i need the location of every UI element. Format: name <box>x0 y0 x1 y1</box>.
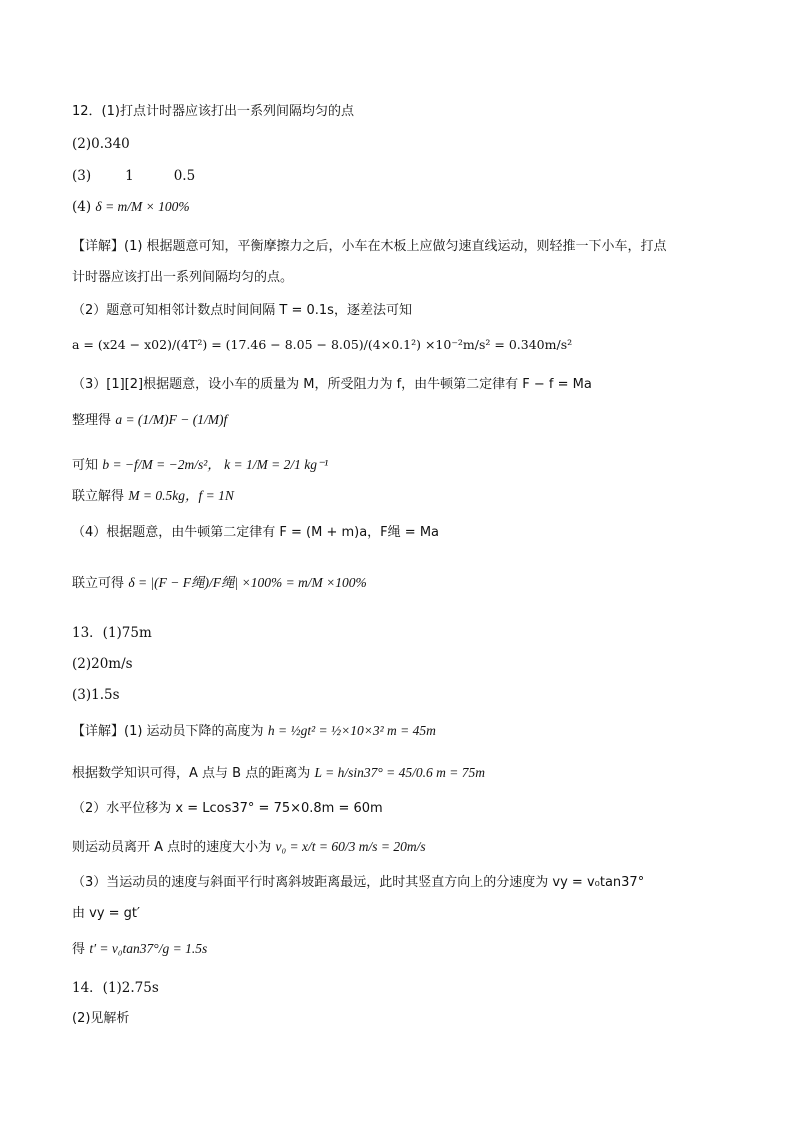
q12-solve <box>72 487 234 506</box>
q14-answer-1: 14．(1)2.75s <box>72 980 159 996</box>
q13-detail-2-equation: L = h/sin37° = 45/0.6 m = 75m <box>314 765 486 780</box>
q12-detail-1: 【详解】(1) 根据题意可知，平衡摩擦力之后，小车在木板上应做匀速直线运动，则轻推一下小车，打点 <box>72 239 667 254</box>
q13-answer-2: (2)20m/s <box>72 656 133 672</box>
q12-solve-equation: M = 0.5kg，f = 1N <box>128 488 234 503</box>
q13-detail-4-prefix: 则运动员离开 A 点时的速度大小为 <box>72 840 272 855</box>
q12-answer-2: (2)0.340 <box>72 136 130 152</box>
q12-answer-4 <box>72 198 190 216</box>
q13-detail-5: （3）当运动员的速度与斜面平行时离斜坡距离最远，此时其竖直方向上的分速度为 vy = v₀tan37° <box>72 875 645 890</box>
q12-know <box>72 456 328 475</box>
q13-detail-4 <box>72 838 426 857</box>
q13-detail-1-prefix: 【详解】(1) 运动员下降的高度为 <box>72 724 264 739</box>
q12-detail-2: （2）题意可知相邻计数点时间间隔 T = 0.1s，逐差法可知 <box>72 303 412 318</box>
q13-detail-1-equation: h = ½gt² = ½×10×3² m = 45m <box>267 723 436 738</box>
q12-know-equation: b = −f/M = −2m/s²， k = 1/M = 2/1 kg⁻¹ <box>102 457 329 472</box>
q13-detail-3: （2）水平位移为 x = Lcos37° = 75×0.8m = 60m <box>72 801 383 816</box>
q12-answer-4-formula: δ = m/M × 100% <box>95 199 190 214</box>
q12-arrange-equation: a = (1/M)F − (1/M)f <box>115 412 228 427</box>
q12-answer-1: 12．(1)打点计时器应该打出一系列间隔均匀的点 <box>72 104 354 119</box>
q12-answer-3-prefix: (3) <box>72 168 92 184</box>
q12-solve-prefix: 联立解得 <box>72 489 125 504</box>
q12-final <box>72 574 367 593</box>
q13-detail-7-equation: t′ = v₀tan37°/g = 1.5s <box>89 941 208 956</box>
q13-detail-7-prefix: 得 <box>72 942 86 957</box>
q13-detail-2 <box>72 764 485 783</box>
q13-detail-7 <box>72 940 207 959</box>
q12-answer-3 <box>72 167 195 185</box>
q13-detail-2-prefix: 根据数学知识可得，A 点与 B 点的距离为 <box>72 766 311 781</box>
q12-know-prefix: 可知 <box>72 458 99 473</box>
q12-arrange-prefix: 整理得 <box>72 413 112 428</box>
q12-detail-3: （3）[1][2]根据题意，设小车的质量为 M，所受阻力为 f，由牛顿第二定律有 F − f = Ma <box>72 377 592 392</box>
q12-arrange <box>72 411 227 430</box>
q13-answer-1: 13．(1)75m <box>72 625 152 641</box>
q12-final-equation: δ = |(F − F绳)/F绳| ×100% = m/M ×100% <box>128 575 367 590</box>
q12-detail-1b: 计时器应该打出一系列间隔均匀的点。 <box>72 270 294 285</box>
q13-detail-1 <box>72 722 436 741</box>
q14-answer-2: (2)见解析 <box>72 1011 130 1026</box>
q12-equation-acceleration: a = (x24 − x02)/(4T²) = (17.46 − 8.05 − 8.05)/(4×0.1²) ×10⁻²m/s² = 0.340m/s² <box>72 337 573 352</box>
q12-answer-3-value-1: 1 <box>125 168 134 184</box>
q12-detail-4: （4）根据题意，由牛顿第二定律有 F = (M + m)a，F绳 = Ma <box>72 525 440 540</box>
q13-detail-6: 由 vy = gt′ <box>72 906 140 921</box>
q12-final-prefix: 联立可得 <box>72 576 125 591</box>
q13-answer-3: (3)1.5s <box>72 687 120 703</box>
q12-answer-3-value-2: 0.5 <box>173 168 196 184</box>
q12-answer-4-prefix: (4) <box>72 199 92 215</box>
q13-detail-4-equation: v₀ = x/t = 60/3 m/s = 20m/s <box>275 839 426 854</box>
